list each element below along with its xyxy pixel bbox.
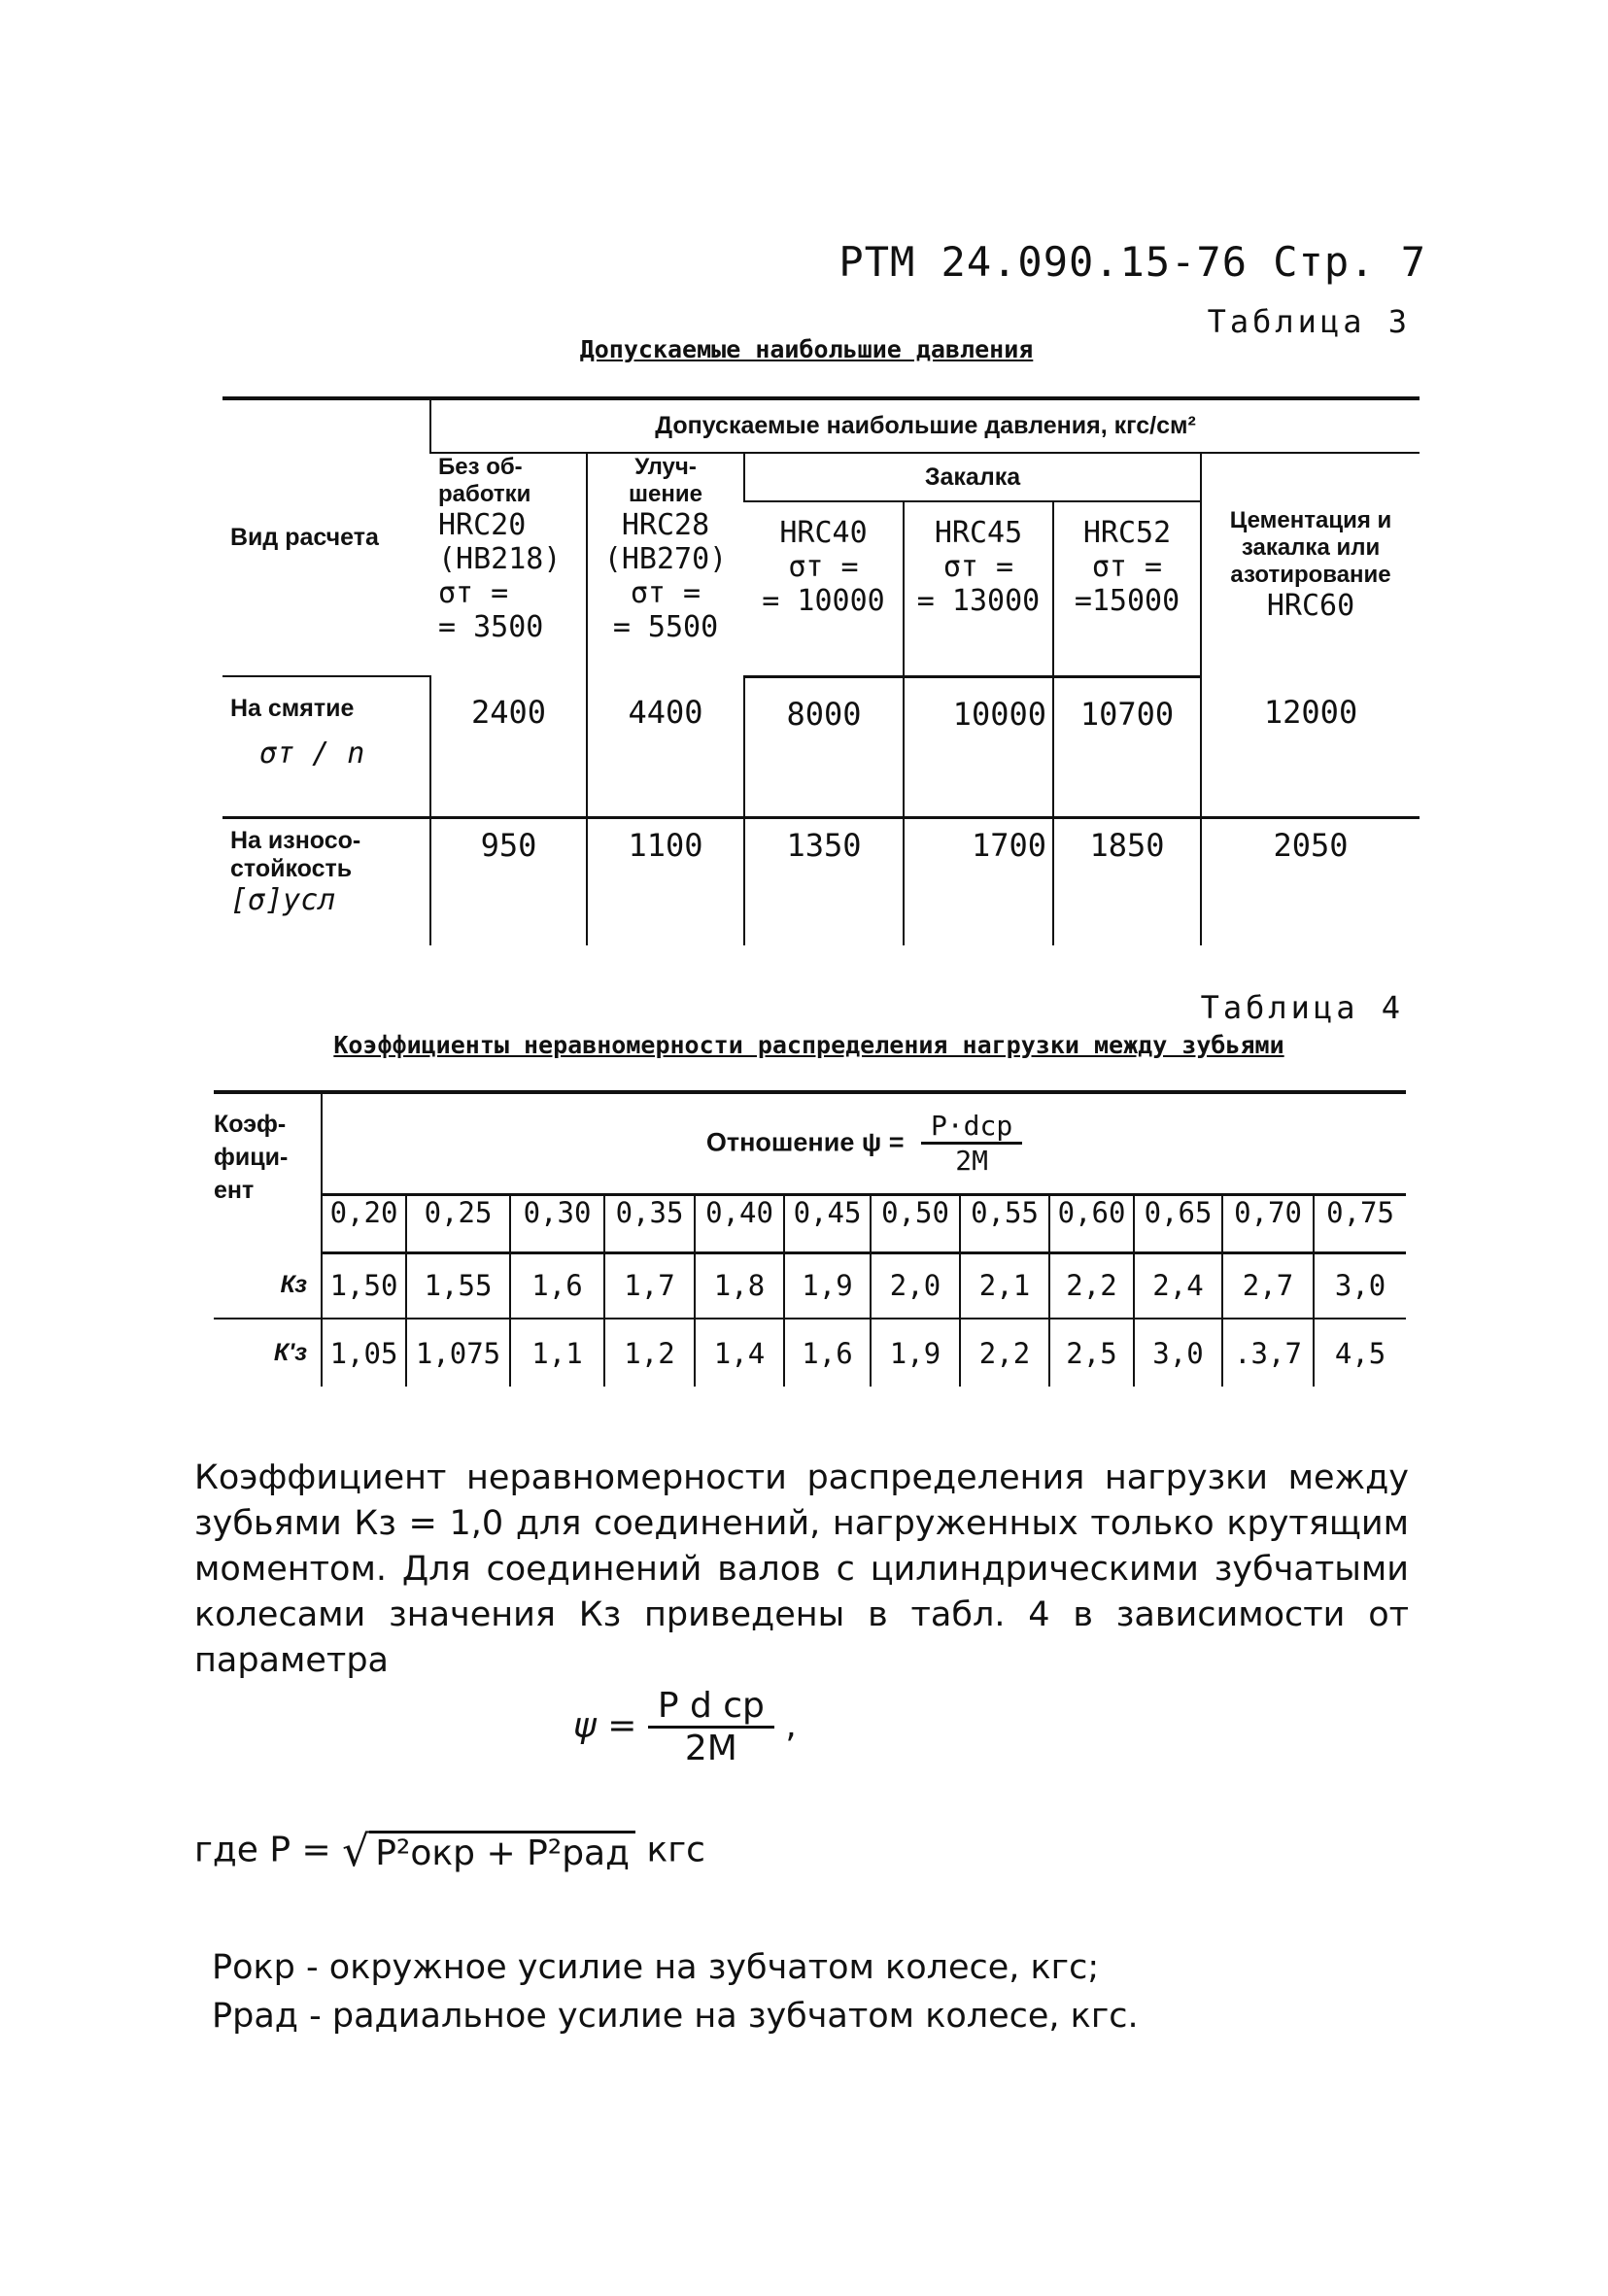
table-cell: 2050: [1201, 817, 1420, 945]
table-cell: 1100: [587, 817, 744, 945]
col-cement: Цементация и закалка или азотирование HRC60: [1201, 453, 1420, 676]
table-cell: 0,40: [695, 1194, 784, 1252]
table3-title: Допускаемые наибольшие давления: [579, 335, 1034, 363]
col-quench-header: Закалка: [744, 453, 1201, 501]
table-cell: 1,9: [784, 1252, 871, 1319]
col-hrc52: HRC52 σт = =15000: [1053, 501, 1201, 676]
table-row: [222, 817, 1420, 945]
table-cell: 8000: [744, 676, 904, 817]
table4-title: Коэффициенты неравномерности распределения нагрузки между зубьями: [333, 1031, 1284, 1059]
col-hrc40: HRC40 σт = = 10000: [744, 501, 904, 676]
table-cell: 2,2: [960, 1319, 1049, 1387]
col-type-header: Вид расчета: [222, 398, 430, 676]
table-cell: 2,0: [871, 1252, 960, 1319]
table-row: [214, 1319, 1406, 1387]
table-cell: 3,0: [1134, 1319, 1222, 1387]
col-main-header: Допускаемые наибольшие давления, кгс/см²: [430, 398, 1420, 453]
table-cell: 1,4: [695, 1319, 784, 1387]
psi-formula: ψ = $\frac{\text{P d ср}}{2M}$ ,: [573, 1686, 797, 1768]
table-row: [214, 1252, 1406, 1319]
table-cell: 1,8: [695, 1252, 784, 1319]
table-cell: 0,65: [1134, 1194, 1222, 1252]
table-cell: 0,50: [871, 1194, 960, 1252]
table-cell: 1700: [904, 817, 1053, 945]
row-label: К'з: [273, 1339, 307, 1366]
table4: [214, 1090, 1406, 1387]
col-improved: Улуч- шение HRC28 (HB270) σт = = 5500: [587, 453, 744, 676]
table-cell: 1,075: [406, 1319, 510, 1387]
table-cell: 2,7: [1222, 1252, 1314, 1319]
col-hrc45: HRC45 σт = = 13000: [904, 501, 1053, 676]
table-cell: 1,9: [871, 1319, 960, 1387]
table-cell: 1850: [1053, 817, 1201, 945]
table-cell: 2,1: [960, 1252, 1049, 1319]
ratio-header: Отношение ψ = $\frac{\text{P·dср}}{2M}$: [322, 1092, 1406, 1194]
table-cell: 1,6: [510, 1252, 604, 1319]
psi-row: [214, 1194, 1406, 1252]
table-cell: 2,5: [1049, 1319, 1134, 1387]
row-label: На смятие σт / n: [222, 676, 430, 817]
table-cell: 1,55: [406, 1252, 510, 1319]
table-cell: 10000: [904, 676, 1053, 817]
col-coef-header: Коэф- фици- ент: [214, 1111, 289, 1204]
table-cell: 0,25: [406, 1194, 510, 1252]
table-cell: 10700: [1053, 676, 1201, 817]
table3: [222, 396, 1420, 945]
table-row: [222, 676, 1420, 817]
table-cell: 2400: [430, 676, 587, 817]
table-cell: 0,55: [960, 1194, 1049, 1252]
table-cell: 1,2: [604, 1319, 695, 1387]
page-header: РТМ 24.090.15-76 Стр. 7: [838, 238, 1426, 286]
table-cell: 0,60: [1049, 1194, 1134, 1252]
table-cell: 0,45: [784, 1194, 871, 1252]
table-cell: 4400: [587, 676, 744, 817]
table-cell: 2,2: [1049, 1252, 1134, 1319]
body-paragraph: Коэффициент неравномерности распределения нагрузки между зубьями Кз = 1,0 для соединений, нагруженных только крутящим моментом. Для соединений валов с цилиндрическими зубчатыми колесами значения Кз приведены в табл. 4 в зависимости от параметра: [194, 1458, 1409, 1680]
table-cell: .3,7: [1222, 1319, 1314, 1387]
table-cell: 1,1: [510, 1319, 604, 1387]
table-cell: 1,50: [322, 1252, 406, 1319]
row-label: На износо- стойкость [σ]усл: [230, 826, 361, 917]
legend-item: Pокр - окружное усилие на зубчатом колесе, кгс;: [212, 1948, 1100, 1987]
table-cell: 1,6: [784, 1319, 871, 1387]
col-no-treatment: Без об- работки HRC20 (HB218) σт = = 3500: [438, 454, 562, 644]
table-cell: 2,4: [1134, 1252, 1222, 1319]
table-cell: 1,7: [604, 1252, 695, 1319]
where-formula: где P = √ P²окр + P²рад кгс: [194, 1827, 705, 1876]
legend-item: Pрад - радиальное усилие на зубчатом колесе, кгс.: [212, 1997, 1139, 2036]
table4-label: Таблица 4: [1200, 989, 1404, 1026]
table-cell: 1,05: [322, 1319, 406, 1387]
table-cell: 4,5: [1314, 1319, 1406, 1387]
table-cell: 0,70: [1222, 1194, 1314, 1252]
table-cell: 0,20: [322, 1194, 406, 1252]
row-label: Кз: [214, 1252, 322, 1319]
table-cell: 950: [430, 817, 587, 945]
table3-label: Таблица 3: [1207, 303, 1411, 340]
table-cell: 3,0: [1314, 1252, 1406, 1319]
table-cell: 12000: [1201, 676, 1420, 817]
table-cell: 1350: [744, 817, 904, 945]
table-cell: 0,30: [510, 1194, 604, 1252]
table-cell: 0,35: [604, 1194, 695, 1252]
table-cell: 0,75: [1314, 1194, 1406, 1252]
